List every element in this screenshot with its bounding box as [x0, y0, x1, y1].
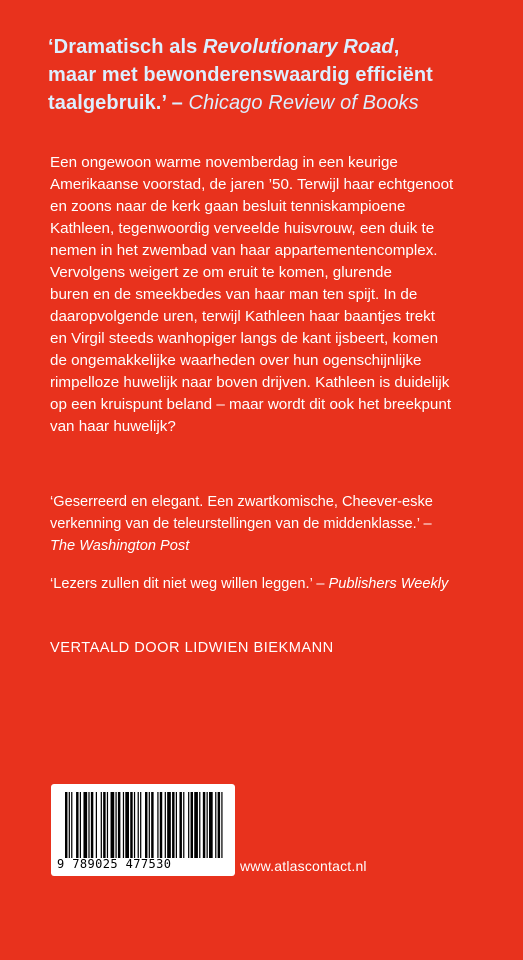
blurb-line: daaropvolgende uren, terwijl Kathleen haar baantjes trekt — [50, 308, 435, 325]
barcode-bar — [191, 792, 193, 858]
headline-title-reference: Revolutionary Road — [203, 36, 394, 58]
barcode-bar — [176, 792, 177, 858]
barcode-bar — [123, 792, 124, 858]
barcode-bar — [130, 792, 132, 858]
barcode-bar — [65, 792, 67, 858]
review-spacer — [50, 557, 502, 573]
blurb-line: en zoons naar de kerk gaan besluit tenniskampioene — [50, 198, 406, 215]
barcode-bar — [221, 792, 222, 858]
review-2-source: Publishers Weekly — [328, 576, 449, 592]
barcode-bar — [188, 792, 189, 858]
barcode-bar — [107, 792, 108, 858]
blurb-line: Amerikaanse voorstad, de jaren ’50. Terwijl haar echtgenoot — [50, 176, 454, 193]
barcode-bar — [183, 792, 184, 858]
blurb-line: de ongemakkelijke waarheden over hun ogenschijnlijke — [50, 352, 422, 369]
review-1-line-2: verkenning van de teleurstellingen van de middenklasse.’ – — [50, 516, 432, 532]
blurb-line: en Virgil steeds wanhopiger langs de kant ijsbeert, komen — [50, 330, 439, 347]
barcode-bar — [199, 792, 200, 858]
blurb-line: buren en de smeekbedes van haar man ten spijt. In de — [50, 286, 418, 303]
isbn-digits: 9 789025 477530 — [57, 857, 172, 871]
barcode-bar — [96, 792, 97, 858]
barcode-bar — [157, 792, 158, 858]
blurb-line: rimpelloze huwelijk naar boven drijven. Kathleen is duidelijk — [50, 374, 450, 391]
headline-line-1 — [48, 33, 498, 61]
barcode-bar — [194, 792, 198, 858]
barcode-bar — [167, 792, 171, 858]
blurb-line: Kathleen, tegenwoordig verveelde huisvrouw, een duik te — [50, 220, 435, 237]
blurb — [50, 152, 490, 438]
isbn-barcode — [51, 784, 235, 876]
headline-source: Chicago Review of Books — [188, 92, 419, 114]
barcode-bar — [172, 792, 174, 858]
barcode-bar — [160, 792, 162, 858]
barcode-bar — [138, 792, 139, 858]
barcode-bar — [83, 792, 87, 858]
blurb-line: nemen in het zwembad van haar appartementencomplex. — [50, 242, 438, 259]
barcode-bar — [111, 792, 115, 858]
blurb-line: Vervolgens weigert ze om eruit te komen, glurende — [50, 264, 392, 281]
headline-quote — [48, 33, 498, 117]
barcode-bar — [215, 792, 216, 858]
review-1-line-1: ‘Geserreerd en elegant. Een zwartkomische, Cheever-eske — [50, 494, 433, 510]
press-reviews — [50, 491, 502, 595]
blurb-line: Een ongewoon warme novemberdag in een keurige — [50, 154, 398, 171]
barcode-bar — [91, 792, 93, 858]
review-2-quote: ‘Lezers zullen dit niet weg willen leggen.’ – — [50, 576, 329, 592]
barcode-bar — [115, 792, 116, 858]
barcode-bar — [76, 792, 78, 858]
headline-text: ‘Dramatisch als — [48, 36, 204, 58]
blurb-line: van haar huwelijk? — [50, 418, 176, 435]
barcode-bar — [165, 792, 166, 858]
translator-credit: VERTAALD DOOR LIDWIEN BIEKMANN — [50, 640, 334, 656]
blurb-line: op een kruispunt beland – maar wordt dit ook het breekpunt — [50, 396, 452, 413]
barcode-bar — [71, 792, 72, 858]
barcode-bar — [103, 792, 105, 858]
barcode-bar — [134, 792, 135, 858]
barcode-bar — [151, 792, 153, 858]
barcode-bar — [209, 792, 213, 858]
publisher-website[interactable]: www.atlascontact.nl — [240, 858, 367, 874]
barcode-bar — [218, 792, 220, 858]
review-2 — [50, 573, 502, 595]
barcode-bar — [140, 792, 141, 858]
barcode-bars — [65, 792, 225, 858]
barcode-bar — [101, 792, 102, 858]
barcode-bar — [207, 792, 208, 858]
barcode-bar — [149, 792, 150, 858]
barcode-bar — [179, 792, 181, 858]
barcode-bar — [125, 792, 129, 858]
barcode-bar — [80, 792, 81, 858]
barcode-bar — [118, 792, 120, 858]
review-1-source: The Washington Post — [50, 538, 190, 554]
barcode-bar — [145, 792, 147, 858]
headline-comma: , — [393, 36, 400, 58]
barcode-bar — [203, 792, 205, 858]
headline-line-2: maar met bewonderenswaardig efficiënt — [48, 64, 433, 86]
barcode-bar — [69, 792, 70, 858]
barcode-bar — [88, 792, 89, 858]
headline-line-3 — [48, 89, 498, 117]
headline-text-end: taalgebruik.’ – — [48, 92, 189, 114]
